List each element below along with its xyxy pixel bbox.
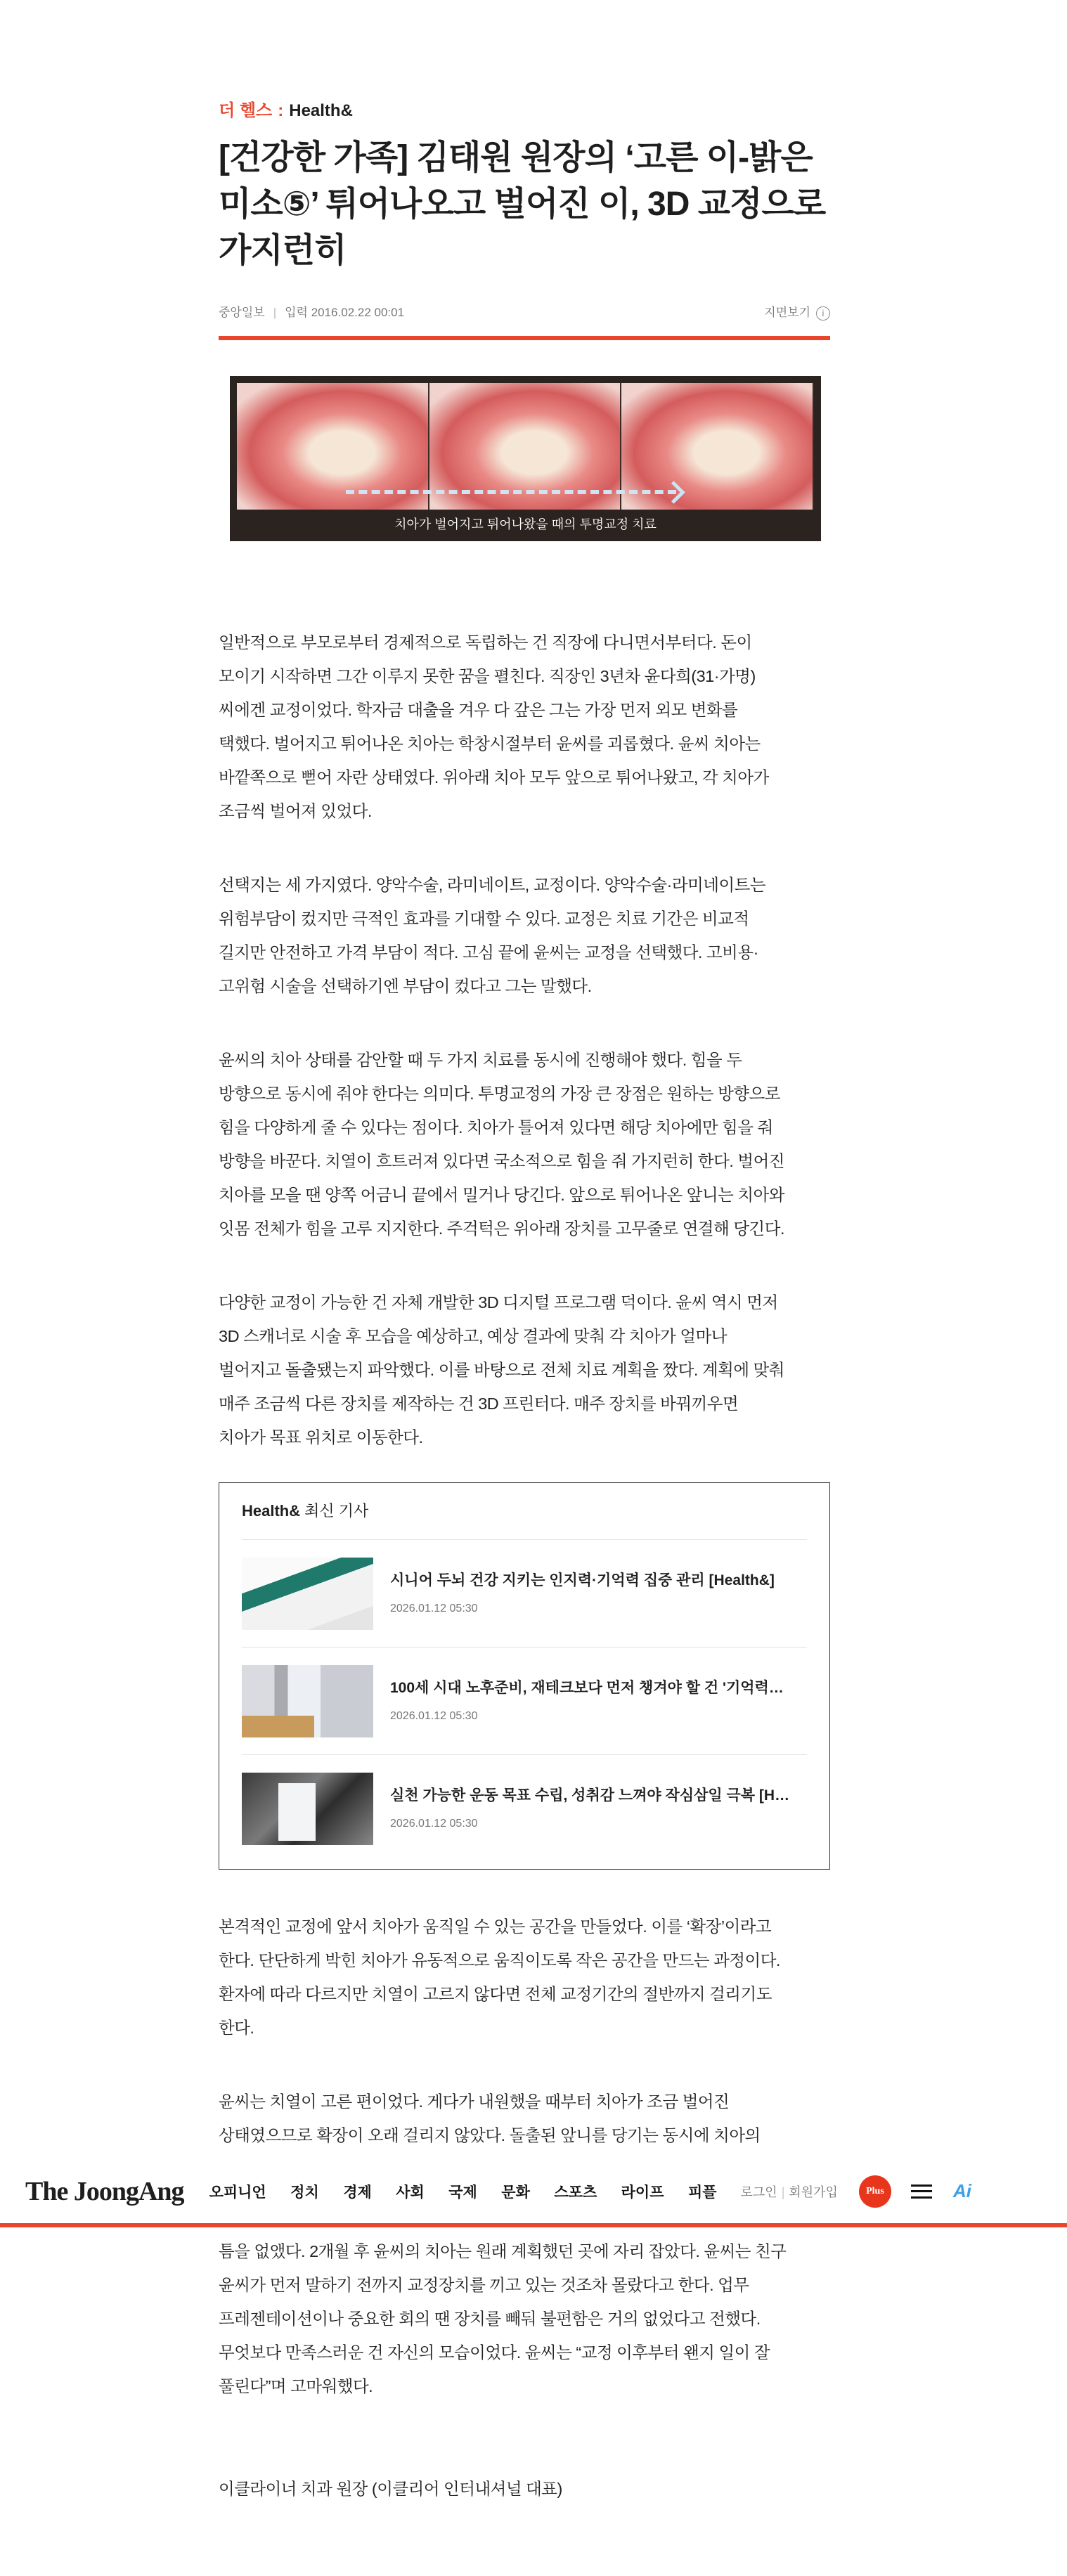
article-thumbnail[interactable]: [242, 1773, 373, 1845]
paragraph-line: 잇몸 전체가 힘을 고루 지지한다. 주걱턱은 위아래 장치를 고무줄로 연결해 당긴다.: [219, 1219, 784, 1238]
paragraph-line: 택했다. 벌어지고 튀어나온 치아는 학창시절부터 윤씨를 괴롭혔다. 윤씨 치아는: [219, 734, 761, 753]
subsection-link[interactable]: Health&: [289, 101, 353, 120]
arrow-right-icon: [346, 490, 676, 494]
article-link[interactable]: 실천 가능한 운동 목표 수립, 성취감 느껴야 작심삼일 극복 [H…: [390, 1787, 790, 1804]
title-line: 미소⑤’ 튀어나오고 벌어진 이, 3D 교정으로: [219, 186, 826, 223]
latest-heading: [242, 1483, 807, 1539]
divider: |: [273, 306, 277, 319]
paragraph-line: 일반적으로 부모로부터 경제적으로 독립하는 건 직장에 다니면서부터다. 돈이: [219, 633, 752, 652]
source: 중앙일보: [219, 306, 265, 319]
paragraph-line: 본격적인 교정에 앞서 치아가 움직일 수 있는 공간을 만들었다. 이를 ‘확장’이라고: [219, 1917, 772, 1936]
latest-heading-brand: Health&: [242, 1502, 301, 1520]
plus-button[interactable]: Plus: [859, 2175, 891, 2208]
hamburger-menu-icon[interactable]: [911, 2185, 932, 2199]
paragraph-line: 한다. 단단하게 박힌 치아가 유동적으로 움직이도록 작은 공간을 만드는 과정이다.: [219, 1951, 780, 1969]
paragraph: [219, 1043, 837, 1245]
title-divider: [219, 336, 830, 340]
nav-international[interactable]: 국제: [448, 2184, 477, 2201]
paragraph: [219, 1910, 837, 2045]
paragraph-line: 방향으로 동시에 줘야 한다는 의미다. 투명교정의 가장 큰 장점은 원하는 방향으로: [219, 1085, 780, 1103]
info-icon[interactable]: i: [816, 306, 830, 321]
paragraph-line: 치아가 목표 위치로 이동한다.: [219, 1428, 423, 1446]
divider: |: [781, 2185, 785, 2199]
paragraph-line: 윤씨가 먼저 말하기 전까지 교정장치를 끼고 있는 것조차 몰랐다고 한다. 업무: [219, 2276, 749, 2294]
nav-people[interactable]: 피플: [687, 2184, 717, 2201]
paragraph: [219, 626, 837, 828]
site-logo[interactable]: The JoongAng: [25, 2176, 184, 2206]
paragraph: [219, 2085, 837, 2152]
paragraph-line: 다양한 교정이 가능한 건 자체 개발한 3D 디지털 프로그램 덕이다. 윤씨 역시 먼저: [219, 1293, 778, 1312]
paragraph-line: 선택지는 세 가지였다. 양악수술, 라미네이트, 교정이다. 양악수술·라미네이트는: [219, 876, 766, 894]
author-line: [219, 2472, 837, 2506]
nav-culture[interactable]: 문화: [501, 2184, 530, 2201]
paragraph-line: 풀린다”며 고마워했다.: [219, 2377, 373, 2395]
article-meta: [219, 302, 830, 323]
paragraph-line: 바깥쪽으로 뻗어 자란 상태였다. 위아래 치아 모두 앞으로 튀어나왔고, 각 치아가: [219, 768, 769, 787]
nav-economy[interactable]: 경제: [343, 2184, 372, 2201]
paragraph-line: 고위험 시술을 선택하기엔 부담이 컸다고 그는 말했다.: [219, 977, 592, 995]
paragraph-line: 무엇보다 만족스러운 건 자신의 모습이었다. 윤씨는 “교정 이후부터 왠지 일이 잘: [219, 2343, 770, 2362]
article-thumbnail[interactable]: [242, 1558, 373, 1630]
article: [25, 0, 971, 2576]
article-date: 2026.01.12 05:30: [390, 1710, 478, 1722]
separator: :: [278, 101, 284, 120]
paragraph-line: 벌어지고 돌출됐는지 파악했다. 이를 바탕으로 전체 치료 계획을 짰다. 계획에 맞춰: [219, 1361, 784, 1379]
article-link[interactable]: 100세 시대 노후준비, 재테크보다 먼저 챙겨야 할 건 '기억력…: [390, 1680, 784, 1696]
paragraph: [219, 2234, 837, 2403]
article-date: 2026.01.12 05:30: [390, 1818, 478, 1830]
published-date: 입력 2016.02.22 00:01: [285, 306, 405, 319]
paragraph-line: 이클라이너 치과 원장 (이클리어 인터내셔널 대표): [219, 2480, 562, 2498]
ai-icon[interactable]: Ai: [952, 2180, 971, 2201]
paragraph-line: 틈을 없앴다. 2개월 후 윤씨의 치아는 원래 계획했던 곳에 자리 잡았다. 윤씨는 친구: [219, 2242, 787, 2260]
paragraph-line: 상태였으므로 확장이 오래 걸리지 않았다. 돌출된 앞니를 당기는 동시에 치아의: [219, 2126, 761, 2144]
latest-articles-box: [219, 1482, 830, 1870]
nav-politics[interactable]: 정치: [290, 2184, 319, 2201]
print-view-label: 지면보기: [764, 306, 810, 319]
paragraph: [219, 1286, 837, 1454]
article-photo[interactable]: [230, 376, 821, 541]
latest-heading-sub: 최신 기사: [304, 1502, 369, 1520]
title-line: [건강한 가족] 김태원 원장의 ‘고른 이-밝은: [219, 139, 813, 176]
paragraph-line: 매주 조금씩 다른 장치를 제작하는 건 3D 프린터다. 매주 장치를 바꿔끼우면: [219, 1394, 739, 1413]
category-label[interactable]: [219, 98, 830, 124]
print-view-button[interactable]: [764, 302, 830, 323]
sticky-header: [0, 2159, 1067, 2227]
nav-opinion[interactable]: 오피니언: [209, 2184, 266, 2201]
nav-sports[interactable]: 스포츠: [554, 2184, 597, 2201]
paragraph-line: 힘을 다양하게 줄 수 있다는 점이다. 치아가 틀어져 있다면 해당 치아에만 힘을 줘: [219, 1118, 773, 1137]
paragraph-line: 3D 스캐너로 시술 후 모습을 예상하고, 예상 결과에 맞춰 각 치아가 얼마나: [219, 1327, 728, 1345]
latest-article-item[interactable]: [242, 1647, 807, 1754]
paragraph-line: 치아를 모을 땐 양쪽 어금니 끝에서 밀거나 당긴다. 앞으로 튀어나온 앞니는 치아와: [219, 1186, 784, 1204]
paragraph-line: 길지만 안전하고 가격 부담이 적다. 고심 끝에 윤씨는 교정을 선택했다. 고비용·: [219, 943, 758, 962]
paragraph-line: 방향을 바꾼다. 치열이 흐트러져 있다면 국소적으로 힘을 줘 가지런히 한다. 벌어진: [219, 1152, 784, 1170]
latest-article-item[interactable]: [242, 1754, 807, 1862]
nav-society[interactable]: 사회: [396, 2184, 425, 2201]
article-thumbnail[interactable]: [242, 1665, 373, 1737]
nav-life[interactable]: 라이프: [621, 2184, 664, 2201]
paragraph-line: 씨에겐 교정이었다. 학자금 대출을 겨우 다 갚은 그는 가장 먼저 외모 변화를: [219, 701, 738, 719]
paragraph-line: 위험부담이 컸지만 극적인 효과를 기대할 수 있다. 교정은 치료 기간은 비교적: [219, 910, 749, 928]
teeth-photos: [237, 383, 814, 510]
article-link[interactable]: 시니어 두뇌 건강 지키는 인지력·기억력 집중 관리 [Health&]: [390, 1572, 775, 1588]
login-link[interactable]: 로그인: [740, 2185, 777, 2199]
paragraph-line: 윤씨는 치열이 고른 편이었다. 게다가 내원했을 때부터 치아가 조금 벌어진: [219, 2092, 730, 2111]
paragraph-line: 프레젠테이션이나 중요한 회의 땐 장치를 빼둬 불편함은 거의 없었다고 전했다.: [219, 2310, 761, 2328]
signup-link[interactable]: 회원가입: [789, 2185, 838, 2199]
article-title: [219, 135, 830, 274]
paragraph-line: 윤씨의 치아 상태를 감안할 때 두 가지 치료를 동시에 진행해야 했다. 힘을 두: [219, 1051, 742, 1069]
section-link[interactable]: 더 헬스: [219, 101, 273, 120]
paragraph-line: 조금씩 벌어져 있었다.: [219, 802, 372, 820]
latest-article-item[interactable]: [242, 1539, 807, 1647]
paragraph-line: 모이기 시작하면 그간 이루지 못한 꿈을 펼친다. 직장인 3년차 윤다희(31·가명): [219, 667, 756, 685]
main-nav: [209, 2181, 738, 2202]
auth-links: [741, 2182, 838, 2201]
photo-caption: 치아가 벌어지고 튀어나왔을 때의 투명교정 치료: [394, 517, 657, 531]
paragraph: [219, 868, 837, 1003]
paragraph-line: 환자에 따라 다르지만 치열이 고르지 않다면 전체 교정기간의 절반까지 걸리기도: [219, 1985, 772, 2003]
article-date: 2026.01.12 05:30: [390, 1603, 478, 1614]
paragraph-line: 한다.: [219, 2019, 254, 2037]
title-line: 가지런히: [219, 232, 347, 269]
